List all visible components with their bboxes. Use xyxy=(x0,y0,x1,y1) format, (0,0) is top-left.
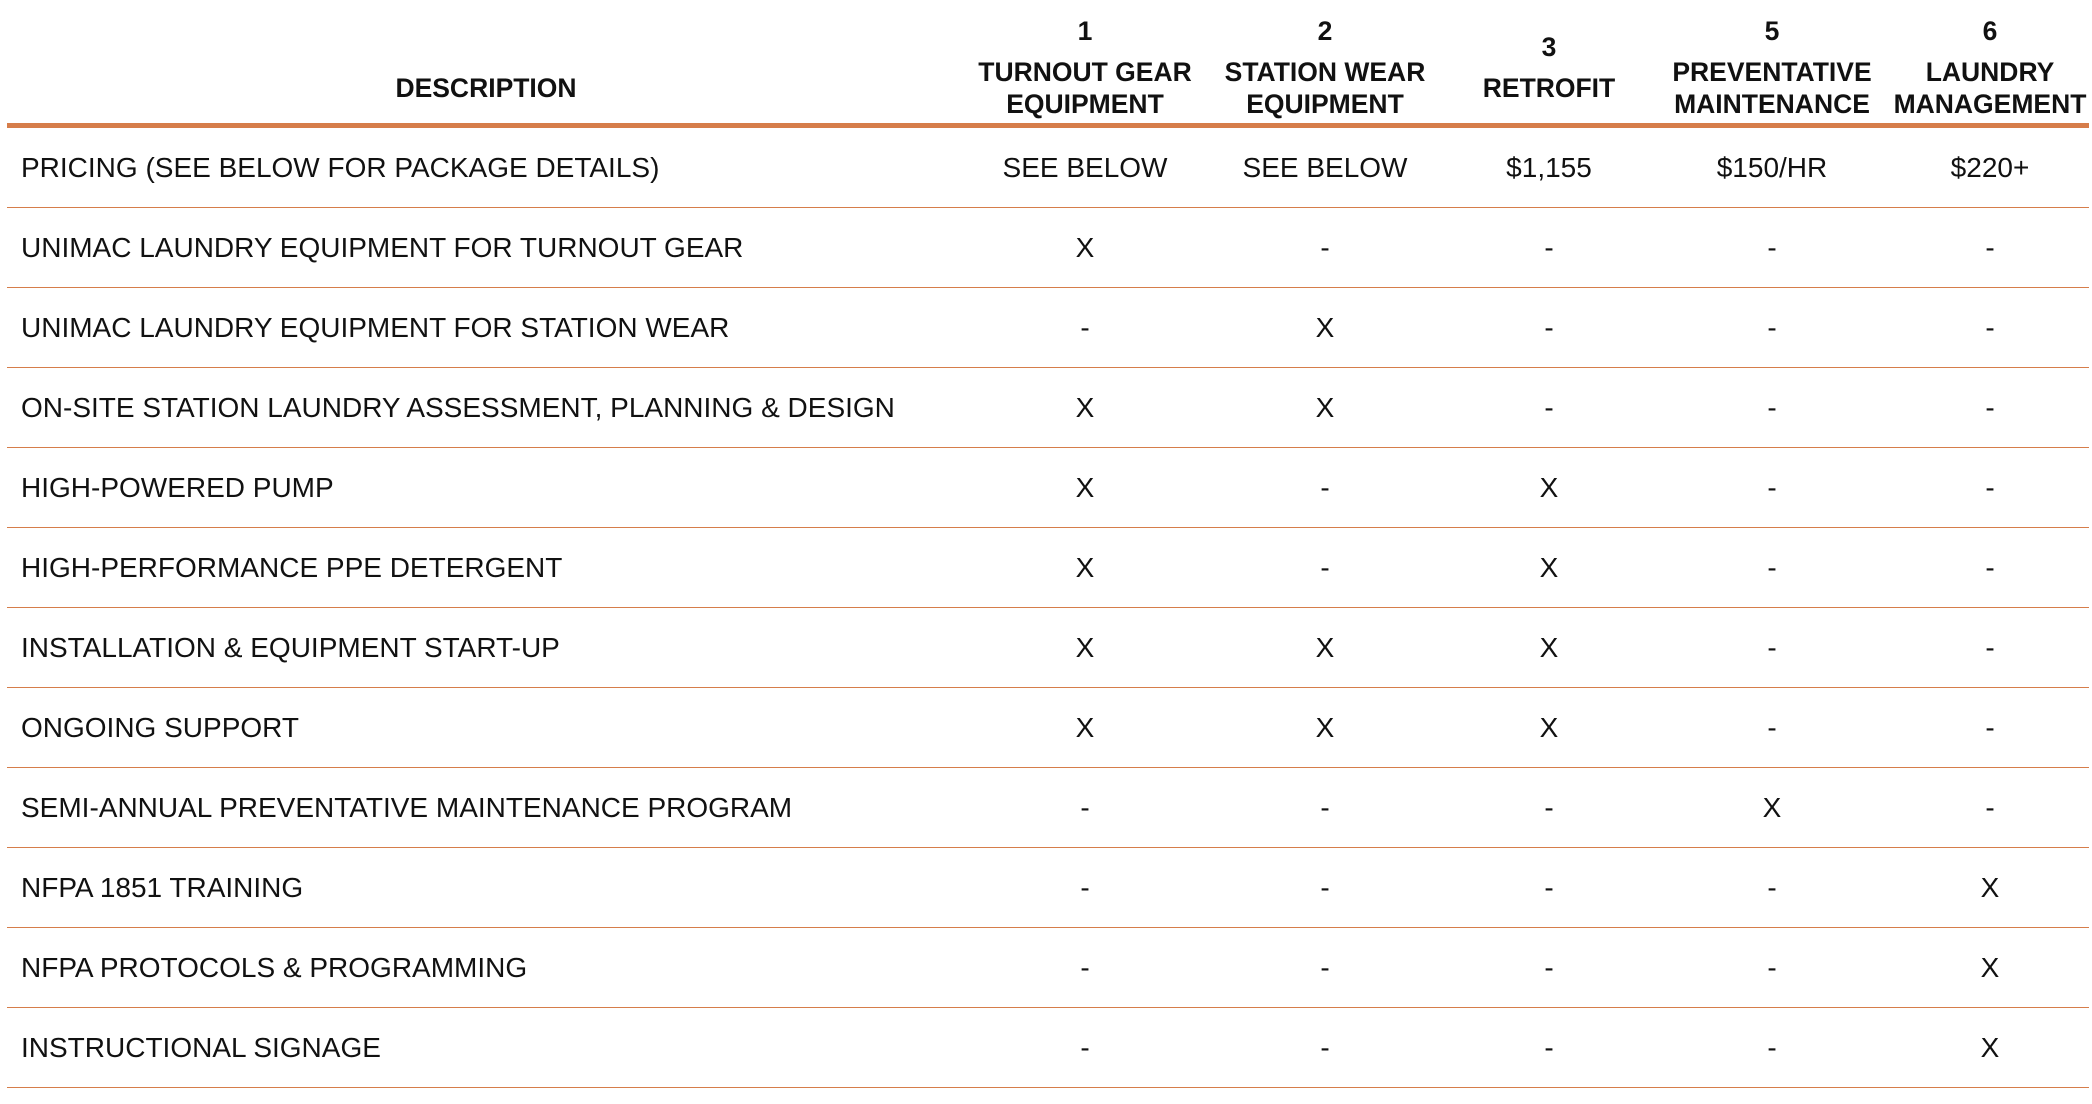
inclusion-cell: - xyxy=(1445,848,1653,928)
column-number: 2 xyxy=(1317,16,1333,46)
inclusion-cell: - xyxy=(1205,208,1445,288)
inclusion-cell: - xyxy=(1891,448,2089,528)
inclusion-cell: - xyxy=(1891,208,2089,288)
header-row xyxy=(7,4,2089,126)
inclusion-cell: - xyxy=(1653,608,1891,688)
inclusion-cell: - xyxy=(965,928,1205,1008)
column-label-line2: MANAGEMENT xyxy=(1893,89,2087,119)
inclusion-cell: - xyxy=(1445,1008,1653,1088)
inclusion-cell: X xyxy=(1205,688,1445,768)
column-number: 3 xyxy=(1541,32,1557,62)
inclusion-cell: - xyxy=(1891,288,2089,368)
inclusion-cell: - xyxy=(1445,928,1653,1008)
row-description: HIGH-PERFORMANCE PPE DETERGENT xyxy=(7,528,965,608)
table-row xyxy=(7,928,2089,1008)
inclusion-cell: - xyxy=(1653,448,1891,528)
column-label-line1: LAUNDRY xyxy=(1925,57,2055,87)
table-row xyxy=(7,368,2089,448)
column-label-line1: STATION WEAR xyxy=(1224,57,1426,87)
table-row xyxy=(7,448,2089,528)
inclusion-cell: - xyxy=(1205,448,1445,528)
inclusion-cell: - xyxy=(1653,848,1891,928)
row-description: NFPA 1851 TRAINING xyxy=(7,848,965,928)
column-label-line1: TURNOUT GEAR xyxy=(978,57,1192,87)
table-row xyxy=(7,288,2089,368)
table-row xyxy=(7,126,2089,208)
inclusion-cell: X xyxy=(1445,528,1653,608)
row-description: INSTALLATION & EQUIPMENT START-UP xyxy=(7,608,965,688)
inclusion-cell: - xyxy=(1205,528,1445,608)
inclusion-cell: X xyxy=(965,688,1205,768)
inclusion-cell: - xyxy=(1891,768,2089,848)
inclusion-cell: - xyxy=(1205,1008,1445,1088)
package-comparison-table xyxy=(7,4,2089,1088)
table-row xyxy=(7,848,2089,928)
inclusion-cell: - xyxy=(1653,208,1891,288)
inclusion-cell: - xyxy=(1891,688,2089,768)
inclusion-cell: - xyxy=(965,848,1205,928)
description-header-label: DESCRIPTION xyxy=(395,73,577,103)
column-number: 5 xyxy=(1764,16,1780,46)
column-header-station-wear xyxy=(1205,4,1445,126)
pricing-cell: $1,155 xyxy=(1445,126,1653,208)
table-row xyxy=(7,208,2089,288)
inclusion-cell: - xyxy=(1653,288,1891,368)
inclusion-cell: - xyxy=(1653,688,1891,768)
description-column-header xyxy=(7,4,965,126)
column-label-line2: EQUIPMENT xyxy=(1246,89,1404,119)
inclusion-cell: X xyxy=(1891,848,2089,928)
column-label-line1: PREVENTATIVE xyxy=(1672,57,1872,87)
table-row xyxy=(7,608,2089,688)
pricing-cell: SEE BELOW xyxy=(1205,126,1445,208)
inclusion-cell: - xyxy=(1653,528,1891,608)
row-description: UNIMAC LAUNDRY EQUIPMENT FOR TURNOUT GEAR xyxy=(7,208,965,288)
column-label-line1: RETROFIT xyxy=(1482,73,1616,103)
column-label-line2: EQUIPMENT xyxy=(1006,89,1164,119)
column-header-retrofit xyxy=(1445,4,1653,126)
inclusion-cell: X xyxy=(965,208,1205,288)
inclusion-cell: X xyxy=(965,448,1205,528)
inclusion-cell: X xyxy=(1891,1008,2089,1088)
row-description: UNIMAC LAUNDRY EQUIPMENT FOR STATION WEAR xyxy=(7,288,965,368)
inclusion-cell: X xyxy=(965,608,1205,688)
inclusion-cell: X xyxy=(1445,448,1653,528)
table-row xyxy=(7,768,2089,848)
inclusion-cell: - xyxy=(1445,288,1653,368)
pricing-cell: $150/HR xyxy=(1653,126,1891,208)
pricing-cell: SEE BELOW xyxy=(965,126,1205,208)
row-description: ON-SITE STATION LAUNDRY ASSESSMENT, PLANNING & DESIGN xyxy=(7,368,965,448)
inclusion-cell: X xyxy=(965,368,1205,448)
column-header-turnout-gear xyxy=(965,4,1205,126)
inclusion-cell: X xyxy=(965,528,1205,608)
inclusion-cell: - xyxy=(1205,848,1445,928)
inclusion-cell: - xyxy=(1205,928,1445,1008)
inclusion-cell: X xyxy=(1653,768,1891,848)
column-number: 1 xyxy=(1077,16,1093,46)
inclusion-cell: - xyxy=(1653,928,1891,1008)
row-description: INSTRUCTIONAL SIGNAGE xyxy=(7,1008,965,1088)
inclusion-cell: - xyxy=(1891,528,2089,608)
inclusion-cell: - xyxy=(1653,1008,1891,1088)
inclusion-cell: X xyxy=(1445,688,1653,768)
column-header-laundry-management xyxy=(1891,4,2089,126)
table-row xyxy=(7,1008,2089,1088)
inclusion-cell: - xyxy=(965,768,1205,848)
inclusion-cell: - xyxy=(1445,768,1653,848)
table-body xyxy=(7,126,2089,1088)
row-description: HIGH-POWERED PUMP xyxy=(7,448,965,528)
inclusion-cell: - xyxy=(1891,608,2089,688)
row-description: ONGOING SUPPORT xyxy=(7,688,965,768)
column-header-preventative-maintenance xyxy=(1653,4,1891,126)
inclusion-cell: - xyxy=(1445,208,1653,288)
table-row xyxy=(7,688,2089,768)
inclusion-cell: - xyxy=(1205,768,1445,848)
inclusion-cell: - xyxy=(1891,368,2089,448)
inclusion-cell: - xyxy=(1653,368,1891,448)
inclusion-cell: X xyxy=(1205,608,1445,688)
inclusion-cell: - xyxy=(965,288,1205,368)
inclusion-cell: X xyxy=(1205,288,1445,368)
row-description: NFPA PROTOCOLS & PROGRAMMING xyxy=(7,928,965,1008)
row-description: PRICING (SEE BELOW FOR PACKAGE DETAILS) xyxy=(7,126,965,208)
inclusion-cell: - xyxy=(965,1008,1205,1088)
row-description: SEMI-ANNUAL PREVENTATIVE MAINTENANCE PROGRAM xyxy=(7,768,965,848)
pricing-cell: $220+ xyxy=(1891,126,2089,208)
inclusion-cell: X xyxy=(1891,928,2089,1008)
column-label-line2: MAINTENANCE xyxy=(1674,89,1870,119)
table-row xyxy=(7,528,2089,608)
inclusion-cell: X xyxy=(1445,608,1653,688)
column-number: 6 xyxy=(1982,16,1998,46)
inclusion-cell: - xyxy=(1445,368,1653,448)
inclusion-cell: X xyxy=(1205,368,1445,448)
